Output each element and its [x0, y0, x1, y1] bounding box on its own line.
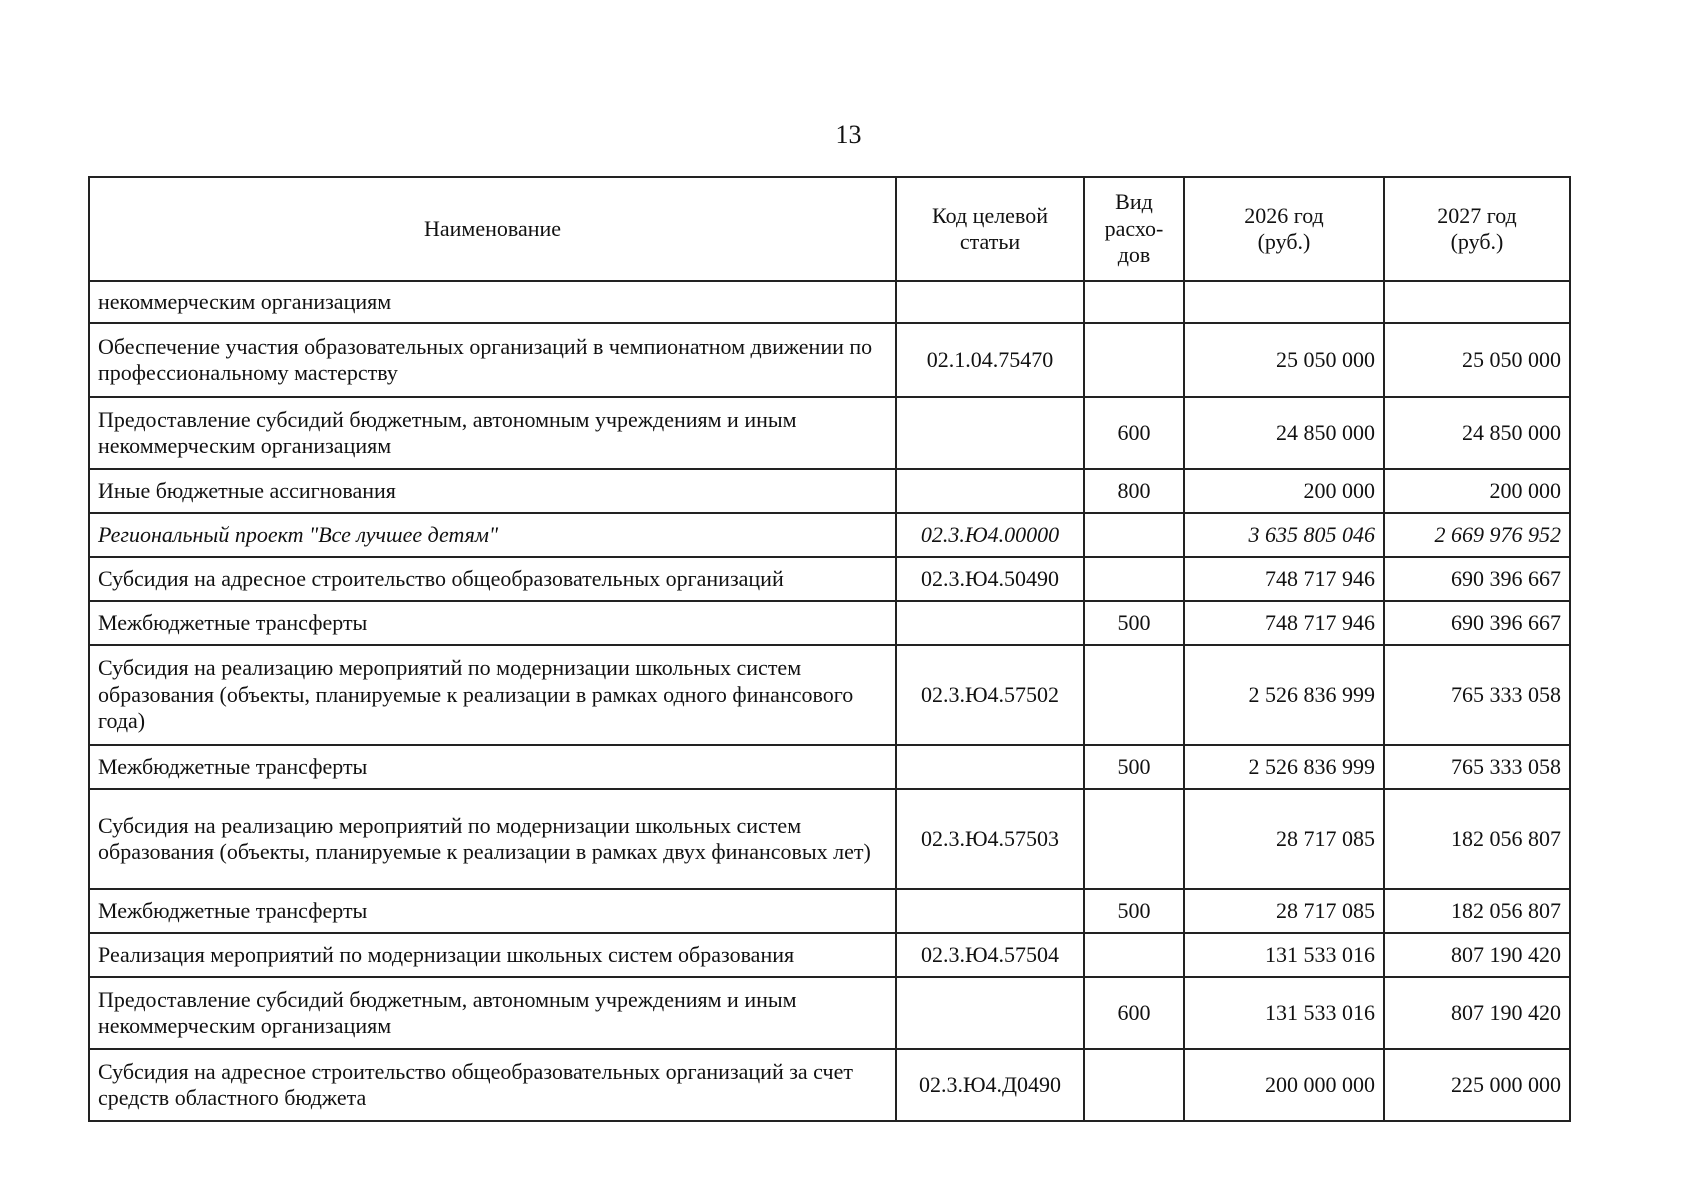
- row-name: Региональный проект "Все лучшее детям": [89, 513, 896, 557]
- row-kind: 600: [1084, 397, 1184, 469]
- row-name: Субсидия на реализацию мероприятий по модернизации школьных систем образования (объекты, планируемые к реализации в рамках двух финансовых лет): [89, 789, 896, 889]
- table-row: [89, 601, 1570, 645]
- table-row: [89, 933, 1570, 977]
- row-amount-2027: 690 396 667: [1384, 557, 1570, 601]
- row-code: [896, 745, 1084, 789]
- row-amount-2026: 2 526 836 999: [1184, 745, 1384, 789]
- row-code: 02.3.Ю4.57504: [896, 933, 1084, 977]
- row-amount-2027: 807 190 420: [1384, 977, 1570, 1049]
- row-code: [896, 469, 1084, 513]
- row-amount-2026: [1184, 281, 1384, 323]
- budget-table: [88, 176, 1571, 1122]
- table-row: [89, 789, 1570, 889]
- row-amount-2026: 25 050 000: [1184, 323, 1384, 397]
- row-code: [896, 601, 1084, 645]
- row-name: Предоставление субсидий бюджетным, автономным учреждениям и иным некоммерческим организациям: [89, 977, 896, 1049]
- row-kind: [1084, 645, 1184, 745]
- row-kind: 500: [1084, 889, 1184, 933]
- row-code: 02.3.Ю4.57503: [896, 789, 1084, 889]
- row-amount-2027: 765 333 058: [1384, 745, 1570, 789]
- row-amount-2026: 28 717 085: [1184, 889, 1384, 933]
- row-name: некоммерческим организациям: [89, 281, 896, 323]
- table-body: [89, 281, 1570, 1121]
- row-code: [896, 977, 1084, 1049]
- row-code: 02.3.Ю4.57502: [896, 645, 1084, 745]
- row-kind: [1084, 933, 1184, 977]
- row-amount-2027: 200 000: [1384, 469, 1570, 513]
- row-amount-2027: 24 850 000: [1384, 397, 1570, 469]
- row-kind: [1084, 1049, 1184, 1121]
- row-amount-2027: 807 190 420: [1384, 933, 1570, 977]
- row-amount-2026: 200 000 000: [1184, 1049, 1384, 1121]
- table-row: [89, 745, 1570, 789]
- table-row: [89, 889, 1570, 933]
- row-code: 02.3.Ю4.Д0490: [896, 1049, 1084, 1121]
- row-amount-2026: 748 717 946: [1184, 557, 1384, 601]
- row-kind: 600: [1084, 977, 1184, 1049]
- row-kind: [1084, 557, 1184, 601]
- row-kind: 500: [1084, 745, 1184, 789]
- row-name: Субсидия на адресное строительство общеобразовательных организаций: [89, 557, 896, 601]
- header-name: Наименование: [89, 177, 896, 281]
- header-year-2026: 2026 год (руб.): [1184, 177, 1384, 281]
- row-name: Реализация мероприятий по модернизации школьных систем образования: [89, 933, 896, 977]
- header-code: Код целевой статьи: [896, 177, 1084, 281]
- row-name: Межбюджетные трансферты: [89, 601, 896, 645]
- row-kind: [1084, 281, 1184, 323]
- table-row: [89, 645, 1570, 745]
- row-amount-2027: 25 050 000: [1384, 323, 1570, 397]
- table-row: [89, 469, 1570, 513]
- row-amount-2027: 690 396 667: [1384, 601, 1570, 645]
- page-number: 13: [835, 120, 862, 149]
- row-amount-2026: 131 533 016: [1184, 933, 1384, 977]
- table-row: [89, 323, 1570, 397]
- table-row: [89, 557, 1570, 601]
- row-amount-2027: 182 056 807: [1384, 889, 1570, 933]
- row-code: [896, 397, 1084, 469]
- row-name: Межбюджетные трансферты: [89, 889, 896, 933]
- row-code: [896, 281, 1084, 323]
- row-code: [896, 889, 1084, 933]
- table-header-row: [89, 177, 1570, 281]
- row-name: Иные бюджетные ассигнования: [89, 469, 896, 513]
- table-row: [89, 1049, 1570, 1121]
- row-name: Межбюджетные трансферты: [89, 745, 896, 789]
- row-amount-2027: [1384, 281, 1570, 323]
- row-amount-2027: 2 669 976 952: [1384, 513, 1570, 557]
- row-code: 02.1.04.75470: [896, 323, 1084, 397]
- header-kind: Вид расхо- дов: [1084, 177, 1184, 281]
- row-kind: [1084, 323, 1184, 397]
- row-amount-2026: 131 533 016: [1184, 977, 1384, 1049]
- row-amount-2026: 3 635 805 046: [1184, 513, 1384, 557]
- table-row: [89, 281, 1570, 323]
- row-kind: 800: [1084, 469, 1184, 513]
- row-kind: [1084, 513, 1184, 557]
- row-name: Предоставление субсидий бюджетным, автономным учреждениям и иным некоммерческим организациям: [89, 397, 896, 469]
- table-row: [89, 977, 1570, 1049]
- row-amount-2026: 2 526 836 999: [1184, 645, 1384, 745]
- row-name: Обеспечение участия образовательных организаций в чемпионатном движении по профессиональному мастерству: [89, 323, 896, 397]
- row-code: 02.3.Ю4.50490: [896, 557, 1084, 601]
- table-row: [89, 513, 1570, 557]
- row-amount-2027: 225 000 000: [1384, 1049, 1570, 1121]
- row-kind: [1084, 789, 1184, 889]
- row-name: Субсидия на адресное строительство общеобразовательных организаций за счет средств областного бюджета: [89, 1049, 896, 1121]
- header-year-2027: 2027 год (руб.): [1384, 177, 1570, 281]
- row-kind: 500: [1084, 601, 1184, 645]
- row-amount-2027: 765 333 058: [1384, 645, 1570, 745]
- row-amount-2027: 182 056 807: [1384, 789, 1570, 889]
- row-amount-2026: 200 000: [1184, 469, 1384, 513]
- row-amount-2026: 748 717 946: [1184, 601, 1384, 645]
- row-amount-2026: 24 850 000: [1184, 397, 1384, 469]
- row-name: Субсидия на реализацию мероприятий по модернизации школьных систем образования (объекты, планируемые к реализации в рамках одного финансового года): [89, 645, 896, 745]
- table-row: [89, 397, 1570, 469]
- row-code: 02.3.Ю4.00000: [896, 513, 1084, 557]
- row-amount-2026: 28 717 085: [1184, 789, 1384, 889]
